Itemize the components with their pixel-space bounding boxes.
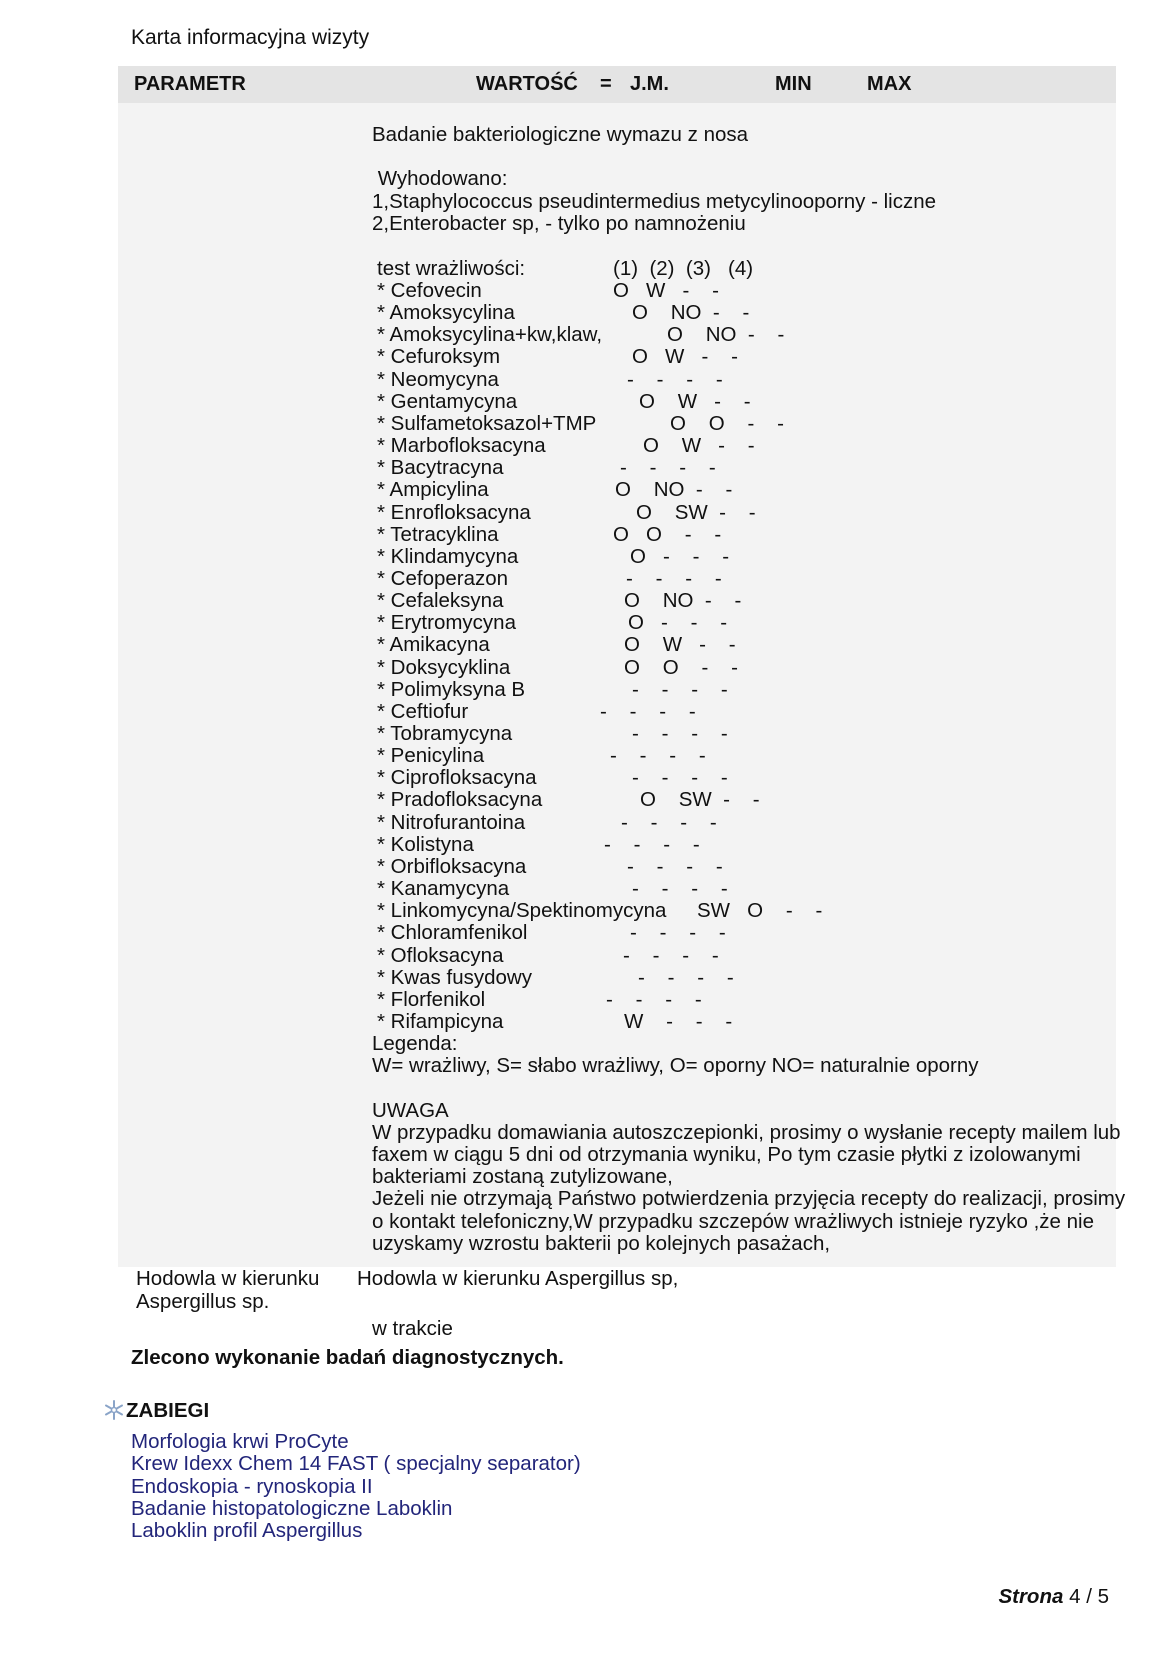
header-min: MIN	[775, 73, 812, 95]
antibiotic-values: O NO - -	[667, 323, 785, 347]
snowflake-icon	[104, 1400, 124, 1420]
antibiotic-name: * Doksycyklina	[377, 655, 511, 679]
result-line	[372, 1077, 1125, 1099]
zabiegi-list	[131, 1431, 581, 1542]
zabieg-item: Morfologia krwi ProCyte	[131, 1430, 349, 1453]
result-line	[372, 235, 936, 257]
antibiotic-values: - - - -	[632, 766, 728, 790]
antibiotic-values: W - - -	[624, 1009, 733, 1033]
result-line: Legenda:	[372, 1032, 458, 1055]
antibiotic-values: - - - -	[632, 877, 728, 901]
table-header	[118, 66, 1116, 103]
antibiotic-name: * Neomycyna	[377, 367, 499, 391]
antibiotic-name: * Tobramycyna	[377, 722, 513, 745]
antibiotic-name: * Gentamycyna	[377, 389, 518, 413]
antibiotic-values: O - - -	[630, 544, 730, 568]
antibiotic-name: * Chloramfenikol	[377, 921, 528, 945]
antibiotic-values: - - - -	[600, 699, 696, 723]
antibiotic-values: O O - -	[670, 411, 784, 435]
antibiotic-values: O W - -	[624, 633, 736, 657]
sensitivity-label: test wrażliwości:	[377, 257, 526, 280]
antibiotic-values: - - - -	[638, 965, 734, 989]
antibiotic-name: * Cefoperazon	[377, 566, 509, 590]
result-line: Jeżeli nie otrzymają Państwo potwierdzenia przyjęcia recepty do realizacji, prosimy	[372, 1187, 1126, 1211]
document-title: Karta informacyjna wizyty	[131, 26, 370, 49]
result-line: bakteriami zostaną zutylizowane,	[372, 1165, 673, 1189]
antibiotic-values: - - - -	[632, 722, 728, 745]
antibiotic-name: * Orbifloksacyna	[377, 854, 527, 878]
antibiotic-name: * Amoksycylina+kw,klaw,	[377, 323, 603, 347]
antibiotic-values: O O - -	[613, 522, 722, 546]
zabiegi-heading: ZABIEGI	[104, 1399, 209, 1423]
antibiotic-name: * Amoksycylina	[377, 301, 515, 325]
antibiotic-name: * Florfenikol	[377, 987, 486, 1011]
antibiotic-values: - - - -	[626, 566, 722, 590]
ordered-diagnostics: Zlecono wykonanie badań diagnostycznych.	[131, 1346, 564, 1369]
result-line: Wyhodowano:	[372, 167, 508, 191]
result-line: uzyskamy wzrostu bakterii po kolejnych pasażach,	[372, 1231, 831, 1255]
header-wartosc: WARTOŚĆ	[476, 73, 578, 95]
zabieg-item: Badanie histopatologiczne Laboklin	[131, 1496, 453, 1520]
result-line: Badanie bakteriologiczne wymazu z nosa	[372, 123, 749, 146]
result-line: faxem w ciągu 5 dni od otrzymania wyniku, Po tym czasie płytki z izolowanymi	[372, 1142, 1081, 1166]
antibiotic-values: - - - -	[606, 987, 702, 1011]
antibiotic-name: * Penicylina	[377, 744, 485, 768]
sensitivity-columns: (1) (2) (3) (4)	[613, 257, 754, 280]
antibiotic-name: * Kolistyna	[377, 832, 474, 856]
antibiotic-values: O W - -	[613, 279, 719, 302]
antibiotic-values: O - - -	[628, 611, 728, 635]
antibiotic-values: - - - -	[630, 921, 726, 945]
antibiotic-values: - - - -	[627, 367, 723, 391]
aspergillus-value: Hodowla w kierunku Aspergillus sp,	[357, 1267, 679, 1290]
antibiotic-name: * Cefaleksyna	[377, 589, 504, 613]
result-line	[372, 146, 936, 168]
antibiotic-name: * Bacytracyna	[377, 456, 504, 480]
antibiotic-values: O NO - -	[632, 301, 750, 325]
result-line: W przypadku domawiania autoszczepionki, prosimy o wysłanie recepty mailem lub	[372, 1120, 1121, 1144]
antibiotic-name: * Ceftiofur	[377, 699, 469, 723]
zabieg-item: Krew Idexx Chem 14 FAST ( specjalny separator)	[131, 1452, 581, 1476]
antibiotic-name: * Klindamycyna	[377, 544, 519, 568]
result-line: o kontakt telefoniczny,W przypadku szczepów wrażliwych istnieje ryzyko ,że nie	[372, 1209, 1094, 1233]
antibiotic-values: O NO - -	[615, 478, 733, 502]
antibiotic-name: * Linkomycyna/Spektinomycyna	[377, 899, 667, 923]
antibiotic-values: - - - -	[620, 456, 716, 480]
aspergillus-param-label: Hodowla w kierunku Aspergillus sp.	[136, 1267, 320, 1313]
antibiotic-values: - - - -	[610, 744, 706, 768]
antibiotic-values: - - - -	[621, 810, 717, 834]
antibiotic-name: * Kanamycyna	[377, 877, 510, 901]
antibiotic-name: * Ampicylina	[377, 478, 489, 502]
antibiotic-values: O W - -	[643, 434, 755, 458]
header-eq: =	[600, 73, 612, 95]
antibiotic-values: O NO - -	[624, 589, 742, 613]
antibiotic-values: O W - -	[632, 345, 738, 369]
antibiotic-name: * Pradofloksacyna	[377, 788, 543, 812]
antibiotic-name: * Rifampicyna	[377, 1009, 504, 1033]
antibiotic-values: O SW - -	[640, 788, 760, 812]
antibiotic-values: O SW - -	[636, 500, 756, 524]
header-parametr: PARAMETR	[134, 73, 246, 95]
header-max: MAX	[867, 73, 912, 95]
antibiotic-values: O W - -	[639, 389, 751, 413]
aspergillus-status: w trakcie	[372, 1317, 453, 1340]
zabieg-item: Endoskopia - rynoskopia II	[131, 1474, 373, 1498]
antibiotic-name: * Polimyksyna B	[377, 677, 526, 701]
antibiotic-name: * Ciprofloksacyna	[377, 766, 537, 790]
zabieg-item: Laboklin profil Aspergillus	[131, 1519, 363, 1543]
antibiotic-name: * Erytromycyna	[377, 611, 516, 635]
result-line: UWAGA	[372, 1098, 449, 1122]
antibiotic-name: * Enrofloksacyna	[377, 500, 531, 524]
antibiotic-values: SW O - -	[697, 899, 823, 923]
antibiotic-name: * Tetracyklina	[377, 522, 499, 546]
antibiotic-name: * Sulfametoksazol+TMP	[377, 411, 597, 435]
result-text-top	[372, 124, 936, 257]
antibiotic-name: * Marbofloksacyna	[377, 434, 546, 458]
result-line: 2,Enterobacter sp, - tylko po namnożeniu	[372, 211, 746, 235]
result-text-bottom	[372, 1033, 1125, 1255]
antibiotic-values: O O - -	[624, 655, 738, 679]
antibiotic-values: - - - -	[627, 854, 723, 878]
antibiotic-name: * Ofloksacyna	[377, 943, 504, 967]
antibiotic-name: * Cefovecin	[377, 279, 482, 302]
antibiotic-name: * Cefuroksym	[377, 345, 501, 369]
antibiotic-name: * Kwas fusydowy	[377, 965, 532, 989]
header-jm: J.M.	[630, 73, 669, 95]
page-number: Strona 4 / 5	[998, 1585, 1109, 1608]
result-line: 1,Staphylococcus pseudintermedius metycylinooporny - liczne	[372, 189, 937, 213]
antibiotic-name: * Nitrofurantoina	[377, 810, 526, 834]
antibiotic-values: - - - -	[632, 677, 728, 701]
result-line: W= wrażliwy, S= słabo wrażliwy, O= oporny NO= naturalnie oporny	[372, 1054, 979, 1078]
antibiotic-name: * Amikacyna	[377, 633, 490, 657]
antibiotic-values: - - - -	[623, 943, 719, 967]
antibiotic-values: - - - -	[604, 832, 700, 856]
